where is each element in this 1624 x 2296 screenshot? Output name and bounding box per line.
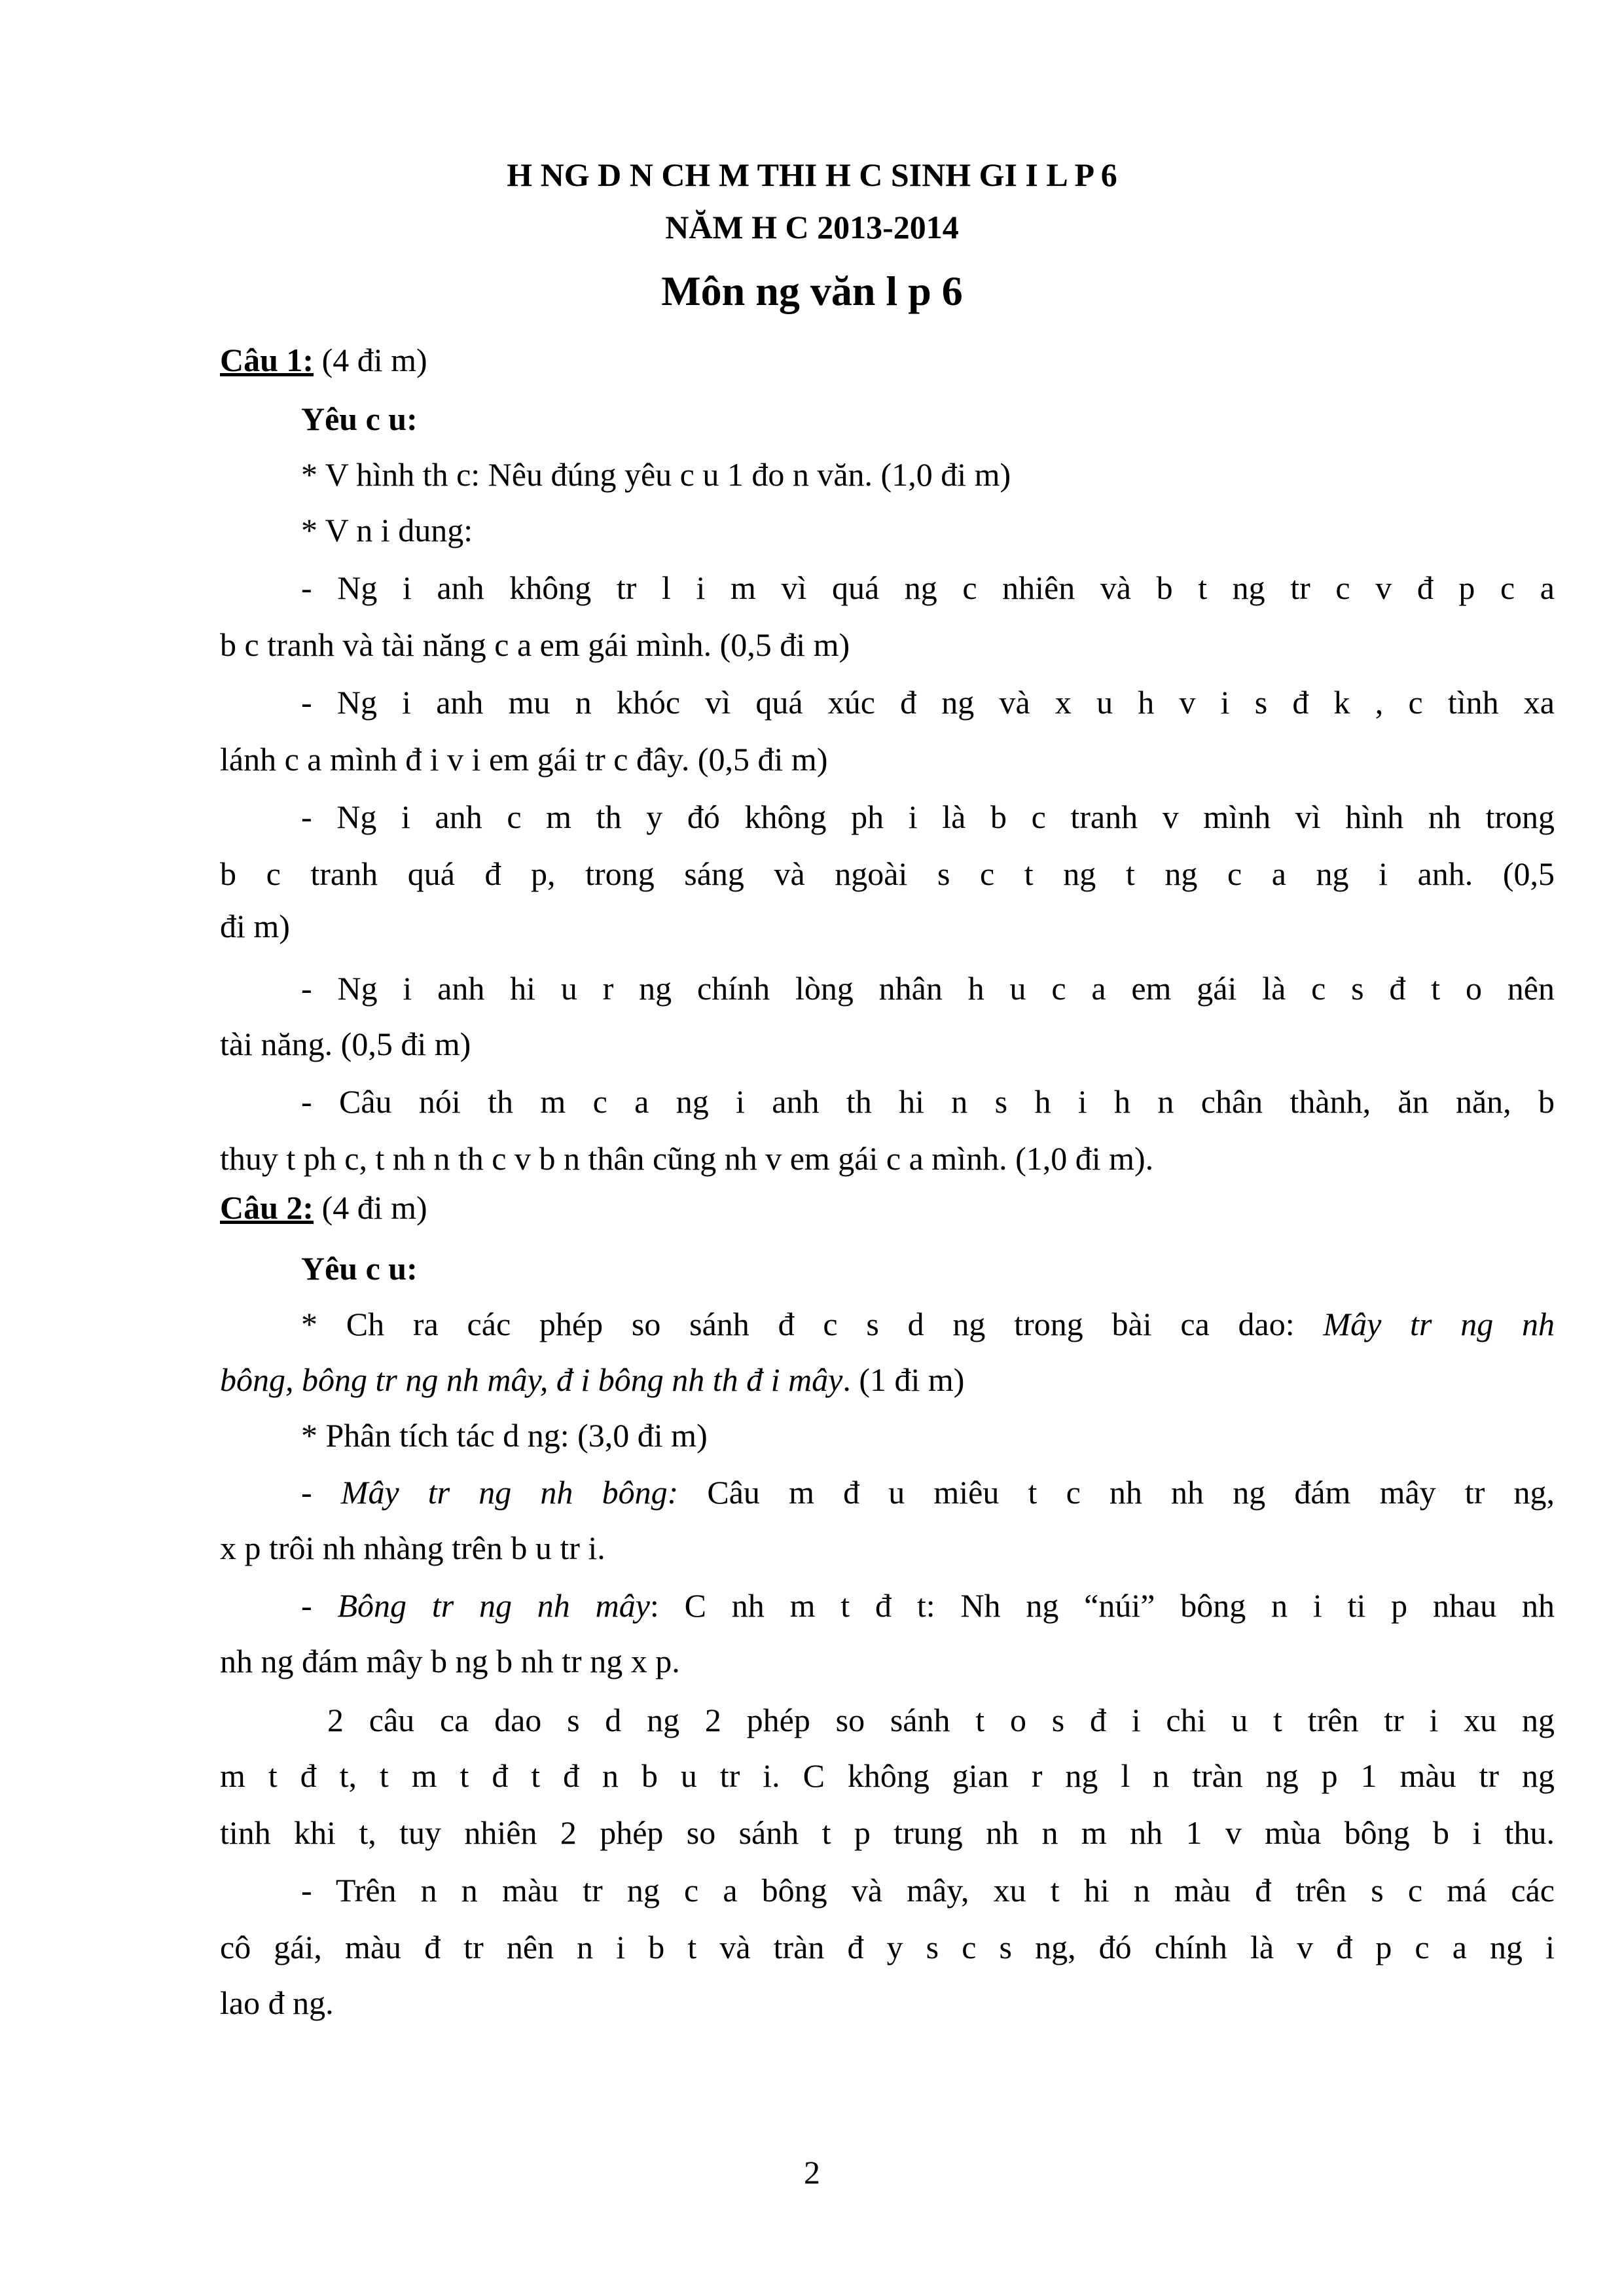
q2-item-1-text: * Ch ra các phép so sánh đ c s d ng trong bài ca dao: [301, 1306, 1324, 1342]
q2-analysis-3-line-3: tinh khi t, tuy nhiên 2 phép so sánh t p trung nh n m nh 1 v mùa bông b i thu. [220, 1814, 1555, 1851]
question-2-requirement: Yêu c u: [301, 1250, 418, 1287]
question-1-heading [220, 340, 427, 380]
q2-analysis-4-line-3: lao đ ng. [220, 1984, 334, 2021]
q1-point-4-line-1: - Ng i anh hi u r ng chính lòng nhân h u c a em gái là c s đ t o nên [301, 970, 1555, 1007]
q1-point-2-line-1: - Ng i anh mu n khóc vì quá xúc đ ng và x u h v i s đ k , c tình xa [301, 684, 1555, 721]
question-1-requirement: Yêu c u: [301, 401, 418, 437]
q1-point-5-line-1: - Câu nói th m c a ng i anh th hi n s h i h n chân thành, ăn năn, b [301, 1083, 1555, 1120]
question-1-points: (4 đi m) [314, 342, 427, 378]
question-1-label: Câu 1: [220, 342, 314, 378]
q2-analysis-2-text: : C nh m t đ t: Nh ng “núi” bông n i ti p nhau nh [649, 1587, 1555, 1624]
q2-item-2: * Phân tích tác d ng: (3,0 đi m) [301, 1417, 708, 1454]
q1-point-4-line-2: tài năng. (0,5 đi m) [220, 1026, 471, 1062]
q2-analysis-1-text: Câu m đ u miêu t c nh nh ng đám mây tr ng, [678, 1474, 1555, 1511]
doc-title-line-1: H NG D N CH M THI H C SINH GI I L P 6 [507, 156, 1117, 193]
doc-subject-title: Môn ng văn l p 6 [661, 268, 963, 314]
q2-analysis-4-line-2: cô gái, màu đ tr nên n i b t và tràn đ y s c s ng, đó chính là v đ p c a ng i [220, 1929, 1555, 1965]
q1-point-3-line-2: b c tranh quá đ p, trong sáng và ngoài s c t ng t ng c a ng i anh. (0,5 [220, 855, 1555, 892]
q1-content-criterion: * V n i dung: [301, 512, 473, 548]
q2-analysis-1-line-1 [301, 1473, 1555, 1512]
q2-analysis-3-line-1: 2 câu ca dao s d ng 2 phép so sánh t o s đ i chi u t trên tr i xu ng [327, 1702, 1555, 1738]
doc-title-line-2: NĂM H C 2013-2014 [665, 209, 959, 245]
q2-analysis-2-quote: - Bông tr ng nh mây [301, 1587, 650, 1624]
q1-form-criterion: * V hình th c: Nêu đúng yêu c u 1 đo n văn. (1,0 đi m) [301, 456, 1011, 493]
q1-point-1-line-1: - Ng i anh không tr l i m vì quá ng c nhiên và b t ng tr c v đ p c a [301, 569, 1555, 606]
q2-item-1-quote: Mây tr ng nh [1323, 1306, 1555, 1342]
q2-item-1-line-1 [301, 1304, 1555, 1344]
q1-point-5-line-2: thuy t ph c, t nh n th c v b n thân cũng nh v em gái c a mình. (1,0 đi m). [220, 1140, 1154, 1177]
q1-point-1-line-2: b c tranh và tài năng c a em gái mình. (0,5 đi m) [220, 626, 850, 663]
q1-point-2-line-2: lánh c a mình đ i v i em gái tr c đây. (0,5 đi m) [220, 741, 828, 778]
q2-analysis-1-quote: - Mây tr ng nh bông: [301, 1474, 679, 1511]
q2-analysis-1-line-2: x p trôi nh nhàng trên b u tr i. [220, 1530, 605, 1566]
q1-point-3-line-3: đi m) [220, 908, 290, 944]
question-2-label: Câu 2: [220, 1189, 314, 1226]
q2-analysis-4-line-1: - Trên n n màu tr ng c a bông và mây, xu t hi n màu đ trên s c má các [301, 1872, 1555, 1909]
q2-analysis-2-line-2: nh ng đám mây b ng b nh tr ng x p. [220, 1643, 680, 1679]
question-2-points: (4 đi m) [314, 1189, 427, 1226]
q1-point-3-line-1: - Ng i anh c m th y đó không ph i là b c tranh v mình vì hình nh trong [301, 798, 1555, 835]
q2-item-1-points: . (1 đi m) [842, 1361, 965, 1398]
question-2-heading [220, 1188, 427, 1227]
page-number: 2 [804, 2154, 820, 2191]
q2-item-1-line-2 [220, 1360, 964, 1399]
q2-item-1-quote-cont: bông, bông tr ng nh mây, đ i bông nh th đ i mây [220, 1361, 843, 1398]
q2-analysis-2-line-1 [301, 1586, 1555, 1625]
q2-analysis-3-line-2: m t đ t, t m t đ t đ n b u tr i. C không gian r ng l n tràn ng p 1 màu tr ng [220, 1757, 1555, 1794]
